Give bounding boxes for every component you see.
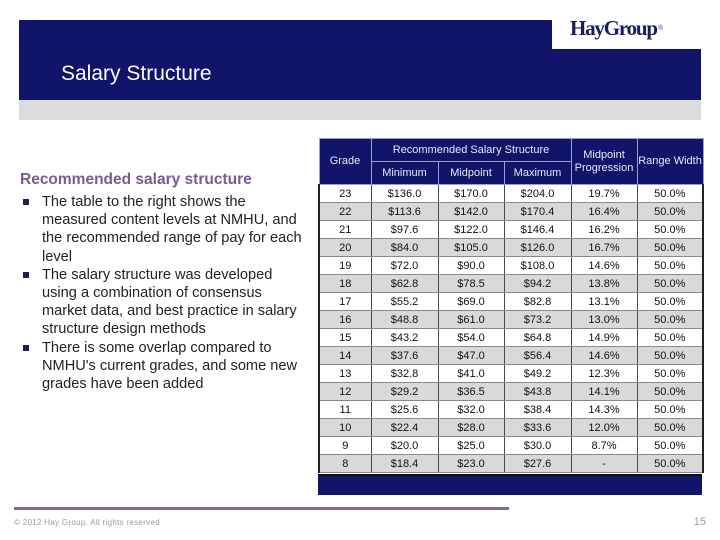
range-cell: 50.0%: [637, 275, 703, 293]
grade-cell: 17: [319, 293, 371, 311]
max-cell: $204.0: [504, 185, 571, 203]
mid-cell: $69.0: [438, 293, 504, 311]
mid-cell: $142.0: [438, 203, 504, 221]
mid-cell: $122.0: [438, 221, 504, 239]
prog-cell: 16.2%: [571, 221, 637, 239]
prog-cell: 14.6%: [571, 347, 637, 365]
square-bullet-icon: [23, 345, 29, 351]
max-cell: $126.0: [504, 239, 571, 257]
min-cell: $29.2: [371, 383, 438, 401]
range-cell: 50.0%: [637, 311, 703, 329]
mid-cell: $41.0: [438, 365, 504, 383]
range-cell: 50.0%: [637, 185, 703, 203]
logo-text: HayGroup: [570, 16, 657, 40]
mid-cell: $36.5: [438, 383, 504, 401]
range-cell: 50.0%: [637, 383, 703, 401]
max-cell: $30.0: [504, 437, 571, 455]
min-cell: $22.4: [371, 419, 438, 437]
table-row: [319, 293, 703, 311]
header-midpoint-progression: Midpoint Progression: [571, 139, 637, 185]
grade-cell: 21: [319, 221, 371, 239]
grade-cell: 8: [319, 455, 371, 473]
min-cell: $55.2: [371, 293, 438, 311]
table-row: [319, 311, 703, 329]
mid-cell: $78.5: [438, 275, 504, 293]
min-cell: $136.0: [371, 185, 438, 203]
min-cell: $37.6: [371, 347, 438, 365]
grade-cell: 13: [319, 365, 371, 383]
range-cell: 50.0%: [637, 239, 703, 257]
range-cell: 50.0%: [637, 257, 703, 275]
grade-cell: 15: [319, 329, 371, 347]
max-cell: $82.8: [504, 293, 571, 311]
prog-cell: 19.7%: [571, 185, 637, 203]
table-row: [319, 455, 703, 473]
registered-mark: ®: [657, 24, 662, 32]
range-cell: 50.0%: [637, 419, 703, 437]
grade-cell: 19: [319, 257, 371, 275]
max-cell: $170.4: [504, 203, 571, 221]
page-number: 15: [693, 516, 706, 528]
table-row: [319, 185, 703, 203]
prog-cell: -: [571, 455, 637, 473]
prog-cell: 16.7%: [571, 239, 637, 257]
grade-cell: 14: [319, 347, 371, 365]
prog-cell: 14.1%: [571, 383, 637, 401]
min-cell: $25.6: [371, 401, 438, 419]
max-cell: $108.0: [504, 257, 571, 275]
grade-cell: 9: [319, 437, 371, 455]
table-row: [319, 347, 703, 365]
mid-cell: $61.0: [438, 311, 504, 329]
min-cell: $72.0: [371, 257, 438, 275]
range-cell: 50.0%: [637, 221, 703, 239]
min-cell: $48.8: [371, 311, 438, 329]
min-cell: $32.8: [371, 365, 438, 383]
prog-cell: 8.7%: [571, 437, 637, 455]
bullet-text: The table to the right shows the measured content levels at NMHU, and the recommended range of pay for each level: [42, 194, 302, 265]
square-bullet-icon: [23, 199, 29, 205]
range-cell: 50.0%: [637, 365, 703, 383]
max-cell: $146.4: [504, 221, 571, 239]
min-cell: $20.0: [371, 437, 438, 455]
bullet-text: There is some overlap compared to NMHU's current grades, and some new grades have been added: [42, 339, 298, 393]
table-row: [319, 383, 703, 401]
grade-cell: 20: [319, 239, 371, 257]
range-cell: 50.0%: [637, 437, 703, 455]
header-midpoint: Midpoint: [438, 162, 504, 185]
table-row: [319, 239, 703, 257]
salary-structure-table: [318, 138, 704, 473]
square-bullet-icon: [23, 272, 29, 278]
table-row: [319, 221, 703, 239]
range-cell: 50.0%: [637, 401, 703, 419]
mid-cell: $23.0: [438, 455, 504, 473]
min-cell: $84.0: [371, 239, 438, 257]
max-cell: $73.2: [504, 311, 571, 329]
slide-title: Salary Structure: [61, 62, 212, 85]
table-row: [319, 437, 703, 455]
grade-cell: 10: [319, 419, 371, 437]
grade-cell: 18: [319, 275, 371, 293]
max-cell: $94.2: [504, 275, 571, 293]
prog-cell: 16.4%: [571, 203, 637, 221]
range-cell: 50.0%: [637, 347, 703, 365]
header-recommended-salary-structure: Recommended Salary Structure: [371, 139, 571, 162]
min-cell: $113.6: [371, 203, 438, 221]
bullet-item: [20, 266, 310, 339]
mid-cell: $32.0: [438, 401, 504, 419]
mid-cell: $54.0: [438, 329, 504, 347]
mid-cell: $105.0: [438, 239, 504, 257]
max-cell: $49.2: [504, 365, 571, 383]
table-row: [319, 419, 703, 437]
title-band-underline: [19, 100, 701, 120]
prog-cell: 13.0%: [571, 311, 637, 329]
section-subheading: Recommended salary structure: [20, 171, 252, 188]
max-cell: $43.8: [504, 383, 571, 401]
prog-cell: 14.9%: [571, 329, 637, 347]
prog-cell: 12.3%: [571, 365, 637, 383]
bullet-item: [20, 193, 310, 266]
bullet-text: The salary structure was developed using a combination of consensus market data, and best practice in salary structure design methods: [42, 266, 297, 338]
grade-cell: 23: [319, 185, 371, 203]
header-maximum: Maximum: [504, 162, 571, 185]
mid-cell: $25.0: [438, 437, 504, 455]
footer-rule: [14, 507, 509, 510]
grade-cell: 16: [319, 311, 371, 329]
grade-cell: 11: [319, 401, 371, 419]
max-cell: $38.4: [504, 401, 571, 419]
prog-cell: 14.6%: [571, 257, 637, 275]
prog-cell: 13.1%: [571, 293, 637, 311]
range-cell: 50.0%: [637, 293, 703, 311]
table-row: [319, 275, 703, 293]
range-cell: 50.0%: [637, 329, 703, 347]
haygroup-logo: [570, 16, 662, 40]
max-cell: $33.6: [504, 419, 571, 437]
bullet-list: [20, 193, 310, 393]
table-footer-bar: [318, 474, 702, 495]
range-cell: 50.0%: [637, 455, 703, 473]
grade-cell: 22: [319, 203, 371, 221]
bullet-item: [20, 339, 310, 394]
table-row: [319, 329, 703, 347]
prog-cell: 13.8%: [571, 275, 637, 293]
copyright-text: © 2012 Hay Group. All rights reserved: [14, 518, 160, 527]
prog-cell: 12.0%: [571, 419, 637, 437]
table-row: [319, 365, 703, 383]
max-cell: $64.8: [504, 329, 571, 347]
header-minimum: Minimum: [371, 162, 438, 185]
table-row: [319, 257, 703, 275]
mid-cell: $28.0: [438, 419, 504, 437]
prog-cell: 14.3%: [571, 401, 637, 419]
max-cell: $56.4: [504, 347, 571, 365]
mid-cell: $47.0: [438, 347, 504, 365]
range-cell: 50.0%: [637, 203, 703, 221]
max-cell: $27.6: [504, 455, 571, 473]
mid-cell: $90.0: [438, 257, 504, 275]
table-row: [319, 401, 703, 419]
header-grade: Grade: [319, 139, 371, 185]
min-cell: $18.4: [371, 455, 438, 473]
min-cell: $62.8: [371, 275, 438, 293]
mid-cell: $170.0: [438, 185, 504, 203]
min-cell: $43.2: [371, 329, 438, 347]
min-cell: $97.6: [371, 221, 438, 239]
table-body: [319, 185, 703, 473]
header-range-width: Range Width: [637, 139, 703, 185]
grade-cell: 12: [319, 383, 371, 401]
table-row: [319, 203, 703, 221]
